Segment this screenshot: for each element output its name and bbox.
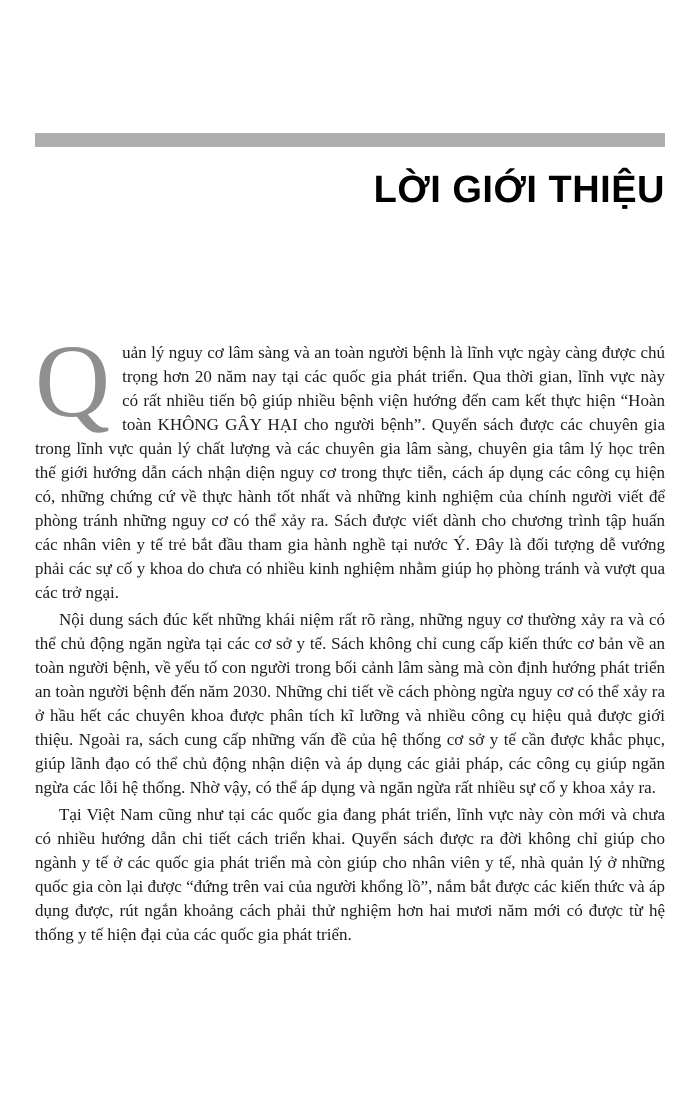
paragraph-intro-text: uản lý nguy cơ lâm sàng và an toàn người bệnh là lĩnh vực ngày càng được chú trọng hơn 20 năm nay tại các quốc gia phát triển. Qua thời gian, lĩnh vực này có rất nhiều tiến bộ giúp nhiều bệnh viện hướng đến cam kết thực hiện “Hoàn toàn KHÔNG GÂY HẠI cho người bệnh”. Quyển sách được các chuyên gia trong lĩnh vực quản lý chất lượng và các chuyên gia lâm sàng, chuyên gia tâm lý học trên thế giới hướng dẫn cách nhận diện nguy cơ trong thực tiễn, cách áp dụng các công cụ hiện có, những chứng cứ về thực hành tốt nhất và những kinh nghiệm của chính người viết để phòng tránh những nguy cơ có thể xảy ra. Sách được viết dành cho chương trình tập huấn các nhân viên y tế trẻ bắt đầu tham gia hành nghề tại nước Ý. Đây là đối tượng dễ vướng phải các sự cố y khoa do chưa có nhiều kinh nghiệm nhằm giúp họ phòng tránh và vượt qua các trở ngại. [35,342,665,602]
page-title: LỜI GIỚI THIỆU [373,169,665,211]
header-rule [35,133,665,147]
paragraph-intro [35,323,665,605]
article-body [35,323,665,947]
paragraph-vietnam-context: Tại Việt Nam cũng như tại các quốc gia đang phát triển, lĩnh vực này còn mới và chưa có nhiều hướng dẫn chi tiết cách triển khai. Quyển sách được ra đời không chỉ giúp cho ngành y tế ở các quốc gia phát triển mà còn giúp cho nhân viên y tế, nhà quản lý ở những quốc gia còn lại được “đứng trên vai của người khổng lồ”, nắm bắt được các kiến thức và áp dụng được, rút ngắn khoảng cách phải thử nghiệm hơn hai mươi năm mới có được từ hệ thống y tế hiện đại của các quốc gia phát triển. [35,804,665,944]
paragraph-content-summary: Nội dung sách đúc kết những khái niệm rất rõ ràng, những nguy cơ thường xảy ra và có thể chủ động ngăn ngừa tại các cơ sở y tế. Sách không chỉ cung cấp kiến thức cơ bản về an toàn người bệnh, về yếu tố con người trong bối cảnh lâm sàng mà còn định hướng phát triển an toàn người bệnh đến năm 2030. Những chi tiết về cách phòng ngừa nguy cơ có thể xảy ra ở hầu hết các chuyên khoa được phân tích kĩ lưỡng và nhiều công cụ hiệu quả được giới thiệu. Ngoài ra, sách cung cấp những vấn đề của hệ thống cơ sở y tế cần được khắc phục, giúp lãnh đạo có thể chủ động nhận diện và áp dụng các giải pháp, các công cụ giúp ngăn ngừa các lỗi hệ thống. Nhờ vậy, có thể áp dụng và ngăn ngừa rất nhiều sự cố y khoa xảy ra. [35,609,665,797]
drop-cap: Q [35,323,111,439]
